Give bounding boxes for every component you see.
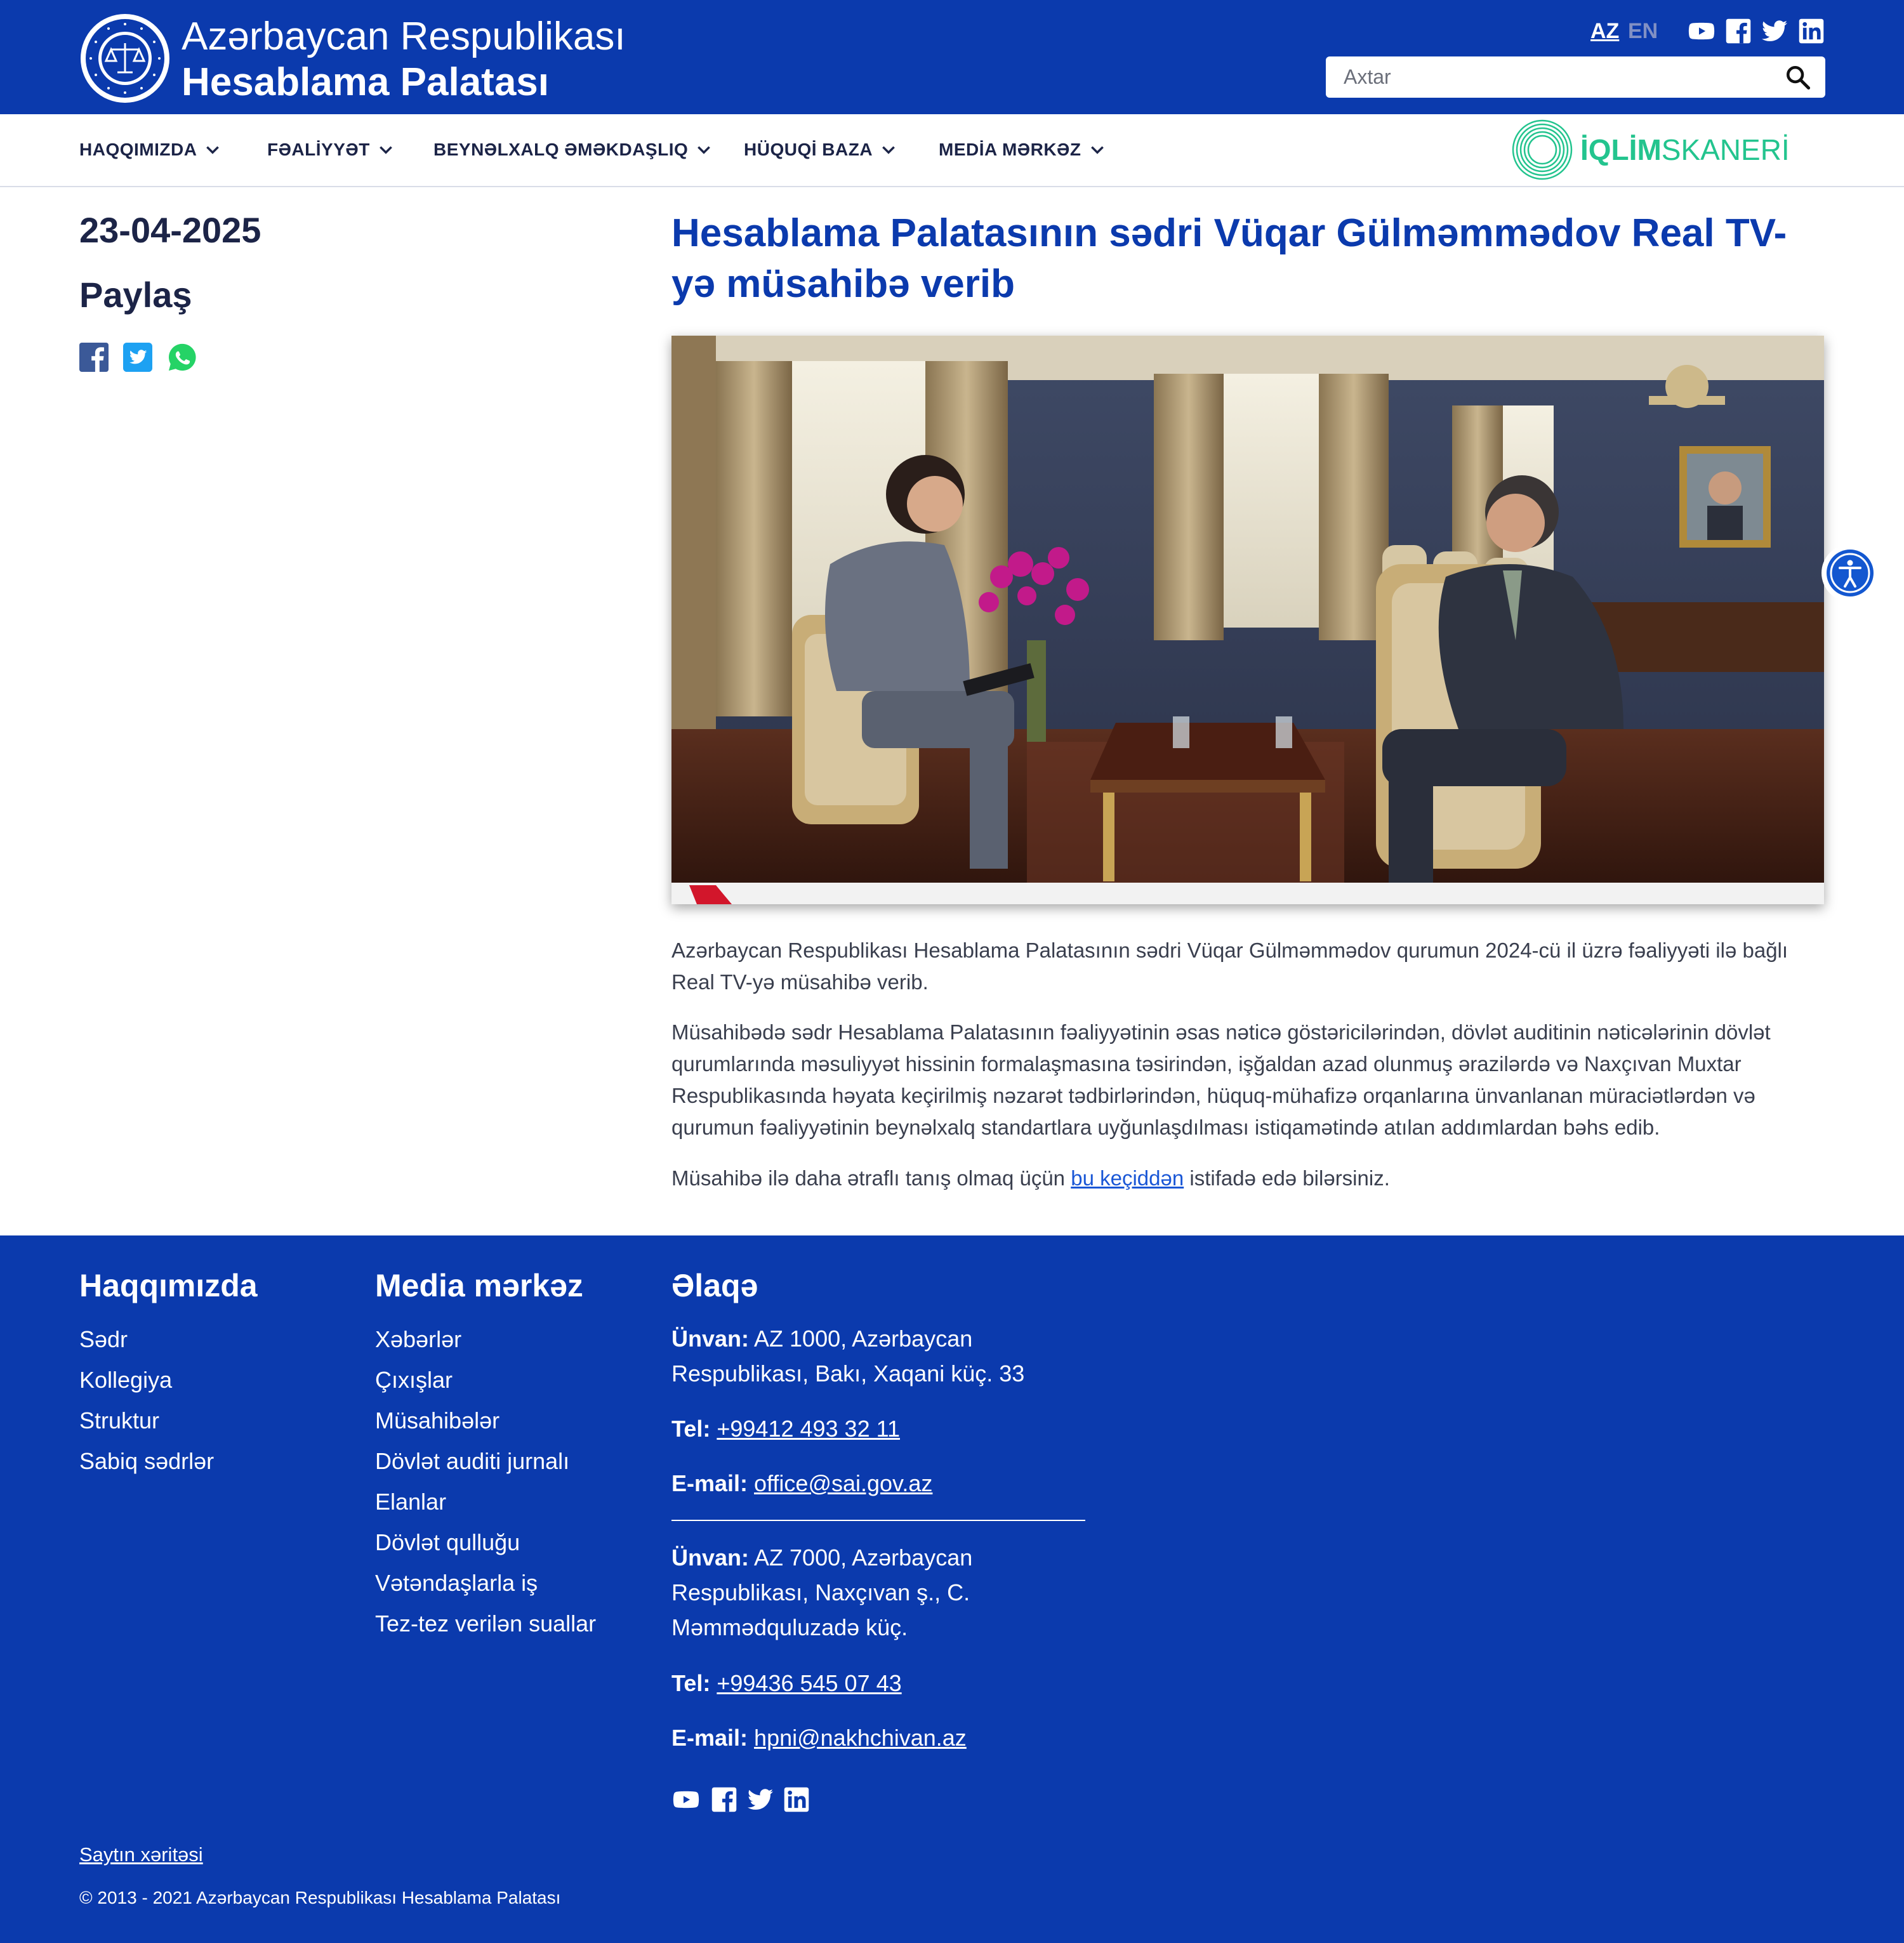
share-heading: Paylaş [79,275,192,315]
iqlim-skaneri-label [1580,133,1790,167]
footer-link-cixislar[interactable]: Çıxışlar [375,1367,453,1393]
youtube-icon[interactable] [1688,18,1715,44]
office2-address-text: AZ 7000, Azərbaycan Respublikası, Naxçıvan ş., C. Məmmədquluzadə küç. [671,1545,973,1640]
nav-item-haqqimizda[interactable] [79,140,221,160]
nav-item-label: MEDİA MƏRKƏZ [939,140,1081,159]
interview-link[interactable]: bu keçiddən [1071,1166,1184,1190]
office1-tel-link[interactable]: +99412 493 32 11 [717,1416,900,1442]
accessibility-icon[interactable] [1821,544,1879,602]
tel-label: Tel: [671,1670,711,1696]
nav-item-huquqi-baza[interactable] [744,140,897,160]
footer-link-kollegiya[interactable]: Kollegiya [79,1367,173,1393]
iqlim-skaneri-link[interactable] [1511,118,1790,181]
contact-divider [671,1520,1085,1521]
office1-address-text: AZ 1000, Azərbaycan Respublikası, Bakı, Xaqani küç. 33 [671,1326,1025,1386]
interview-photo-illustration [671,336,1824,904]
lang-en-link[interactable]: EN [1628,19,1658,43]
footer-link-musahibeler[interactable]: Müsahibələr [375,1407,500,1433]
footer-media-heading: Media mərkəz [375,1268,583,1303]
share-facebook-icon[interactable] [79,343,109,372]
footer-link-struktur[interactable]: Struktur [79,1407,160,1433]
nav-item-media-merkez[interactable] [939,140,1106,160]
footer-youtube-icon[interactable] [673,1786,699,1813]
article-paragraph-2: Müsahibədə sədr Hesablama Palatasının fəaliyyətinin əsas nəticə göstəricilərindən, dövlət auditinin nəticələrinin dövlət qurumlarında məsuliyyət hissinin formalaşmasına təsirindən, işğaldan azad olunmuş ərazilərdə və Naxçıvan Muxtar Respublikasında həyata keçirilmiş nəzarət tədbirlərindən, hüquq-mühafizə orqanlarına ünvanlanan müraciətlərdən və qurumun fəaliyyətinin beynəlxalq standartlara uyğunlaşdılması istiqamətində atılan addımlardan bəhs edib. [671,1020,1771,1139]
chevron-down-icon [880,142,897,158]
chevron-down-icon [378,142,394,158]
nav-item-label: BEYNƏLXALQ ƏMƏKDAŞLIQ [433,140,689,159]
site-title[interactable] [182,14,626,105]
nav-item-label: HAQQIMIZDA [79,140,197,159]
office1-email-link[interactable]: office@sai.gov.az [754,1470,933,1496]
footer-link-elanlar[interactable]: Elanlar [375,1489,447,1515]
nav-item-label: FƏALİYYƏT [267,140,370,159]
address-label: Ünvan: [671,1326,750,1352]
nav-item-beynelxalq[interactable] [433,140,712,160]
office2-tel-link[interactable]: +99436 545 07 43 [717,1670,902,1696]
sitemap-link[interactable]: Saytın xəritəsi [79,1843,203,1866]
footer-facebook-icon[interactable] [711,1786,737,1813]
chevron-down-icon [204,142,221,158]
office2-email [671,1720,1103,1755]
footer-link-sabiq-sedrler[interactable]: Sabiq sədrlər [79,1448,215,1474]
footer-twitter-icon[interactable] [747,1786,774,1813]
site-title-line2: Hesablama Palatası [182,60,550,104]
article-date: 23-04-2025 [79,210,261,250]
iqlim-rest-text: SKANERİ [1661,133,1790,166]
office1-email [671,1466,1103,1501]
footer-link-jurnal[interactable]: Dövlət auditi jurnalı [375,1448,570,1474]
tel-label: Tel: [671,1416,711,1442]
article-paragraph-1: Azərbaycan Respublikası Hesablama Palatasının sədri Vüqar Gülməmmədov qurumun 2024-cü il üzrə fəaliyyəti ilə bağlı Real TV-yə müsahibə verib. [671,939,1788,994]
footer-contact-heading: Əlaqə [671,1268,758,1303]
article-paragraph-3 [671,1163,1823,1194]
linkedin-icon[interactable] [1798,18,1825,44]
email-label: E-mail: [671,1725,748,1751]
office2-address [671,1540,1027,1645]
paragraph-3-text-after: istifadə edə bilərsiniz. [1184,1166,1390,1190]
top-header [0,0,1904,114]
copyright-text: © 2013 - 2021 Azərbaycan Respublikası Hesablama Palatası [79,1888,561,1907]
chevron-down-icon [696,142,712,158]
search-input[interactable] [1326,56,1770,98]
share-twitter-icon[interactable] [123,343,152,372]
article-title: Hesablama Palatasının sədri Vüqar Gülməmmədov Real TV-yə müsahibə verib [671,211,1787,306]
footer-linkedin-icon[interactable] [783,1786,810,1813]
address-label: Ünvan: [671,1545,750,1571]
footer-link-vetendaslarla-is[interactable]: Vətəndaşlarla iş [375,1570,538,1596]
search-box [1326,56,1825,98]
footer-link-dovlet-qullugu[interactable]: Dövlət qulluğu [375,1529,520,1555]
footer-link-faq[interactable]: Tez-tez verilən suallar [375,1610,597,1637]
site-title-line1: Azərbaycan Respublikası [182,15,626,58]
logo-emblem-icon[interactable] [79,13,171,104]
chevron-down-icon [1089,142,1106,158]
share-whatsapp-icon[interactable] [168,343,197,372]
office2-tel [671,1666,1103,1701]
office1-tel [671,1411,1103,1446]
office2-email-link[interactable]: hpni@nakhchivan.az [754,1725,967,1751]
main-navigation [0,114,1904,187]
article-photo [671,336,1824,904]
nav-item-fealiyyet[interactable] [267,140,394,160]
lang-az-link[interactable]: AZ [1590,19,1620,43]
paragraph-3-text-before: Müsahibə ilə daha ətraflı tanış olmaq üçün [671,1166,1071,1190]
footer-link-xeberler[interactable]: Xəbərlər [375,1326,462,1352]
twitter-icon[interactable] [1761,18,1788,44]
iqlim-bold-text: İQLİM [1580,133,1662,166]
iqlim-swirl-icon [1511,118,1574,181]
facebook-icon[interactable] [1725,18,1752,44]
office1-address [671,1321,1103,1391]
footer-link-sedr[interactable]: Sədr [79,1326,128,1352]
nav-item-label: HÜQUQİ BAZA [744,140,873,159]
search-icon[interactable] [1785,64,1811,91]
footer-about-heading: Haqqımızda [79,1268,258,1303]
email-label: E-mail: [671,1470,748,1496]
